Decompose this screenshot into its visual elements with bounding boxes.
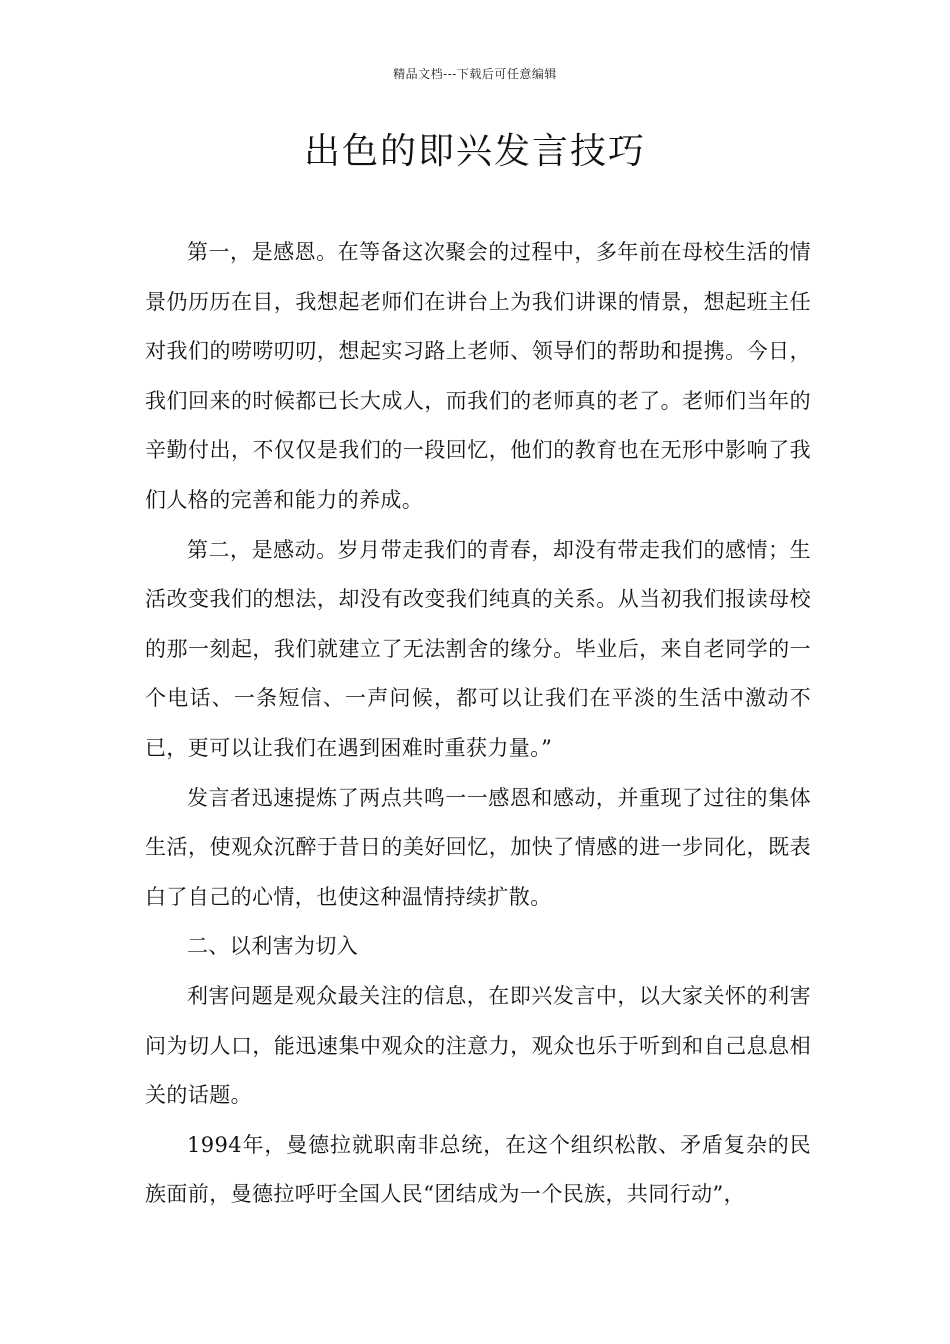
paragraph-example: 1994年，曼德拉就职南非总统，在这个组织松散、矛盾复杂的民族面前，曼德拉呼吁全国人民“团结成为一个民族，共同行动”， [145, 1132, 811, 1207]
header-note: 精品文档---下载后可任意编辑 [393, 67, 557, 81]
paragraph-emotion: 第二，是感动。岁月带走我们的青春，却没有带走我们的感情；生活改变我们的想法，却没有改变我们纯真的关系。从当初我们报读母校的那一刻起，我们就建立了无法割舍的缘分。毕业后，来自老同学的一个电话、一条短信、一声问候，都可以让我们在平淡的生活中激动不已，更可以让我们在遇到困难时重获力量。” [145, 537, 811, 760]
document-body [145, 228, 811, 1220]
paragraph-analysis: 发言者迅速提炼了两点共鸣一一感恩和感动，并重现了过往的集体生活，使观众沉醉于昔日的美好回忆，加快了情感的进一步同化，既表白了自己的心情，也使这种温情持续扩散。 [145, 785, 811, 909]
section-heading: 二、以利害为切入 [187, 934, 359, 959]
document-title: 出色的即兴发言技巧 [303, 131, 646, 172]
paragraph-interest: 利害问题是观众最关注的信息，在即兴发言中，以大家关怀的利害问为切人口，能迅速集中观众的注意力，观众也乐于听到和自己息息相关的话题。 [145, 983, 811, 1108]
paragraph-gratitude: 第一，是感恩。在等备这次聚会的过程中，多年前在母校生活的情景仍历历在目，我想起老师们在讲台上为我们讲课的情景，想起班主任对我们的唠唠叨叨，想起实习路上老师、领导们的帮助和提携。今日，我们回来的时候都已长大成人，而我们的老师真的老了。老师们当年的辛勤付出，不仅仅是我们的一段回忆，他们的教育也在无形中影响了我们人格的完善和能力的养成。 [145, 240, 811, 512]
